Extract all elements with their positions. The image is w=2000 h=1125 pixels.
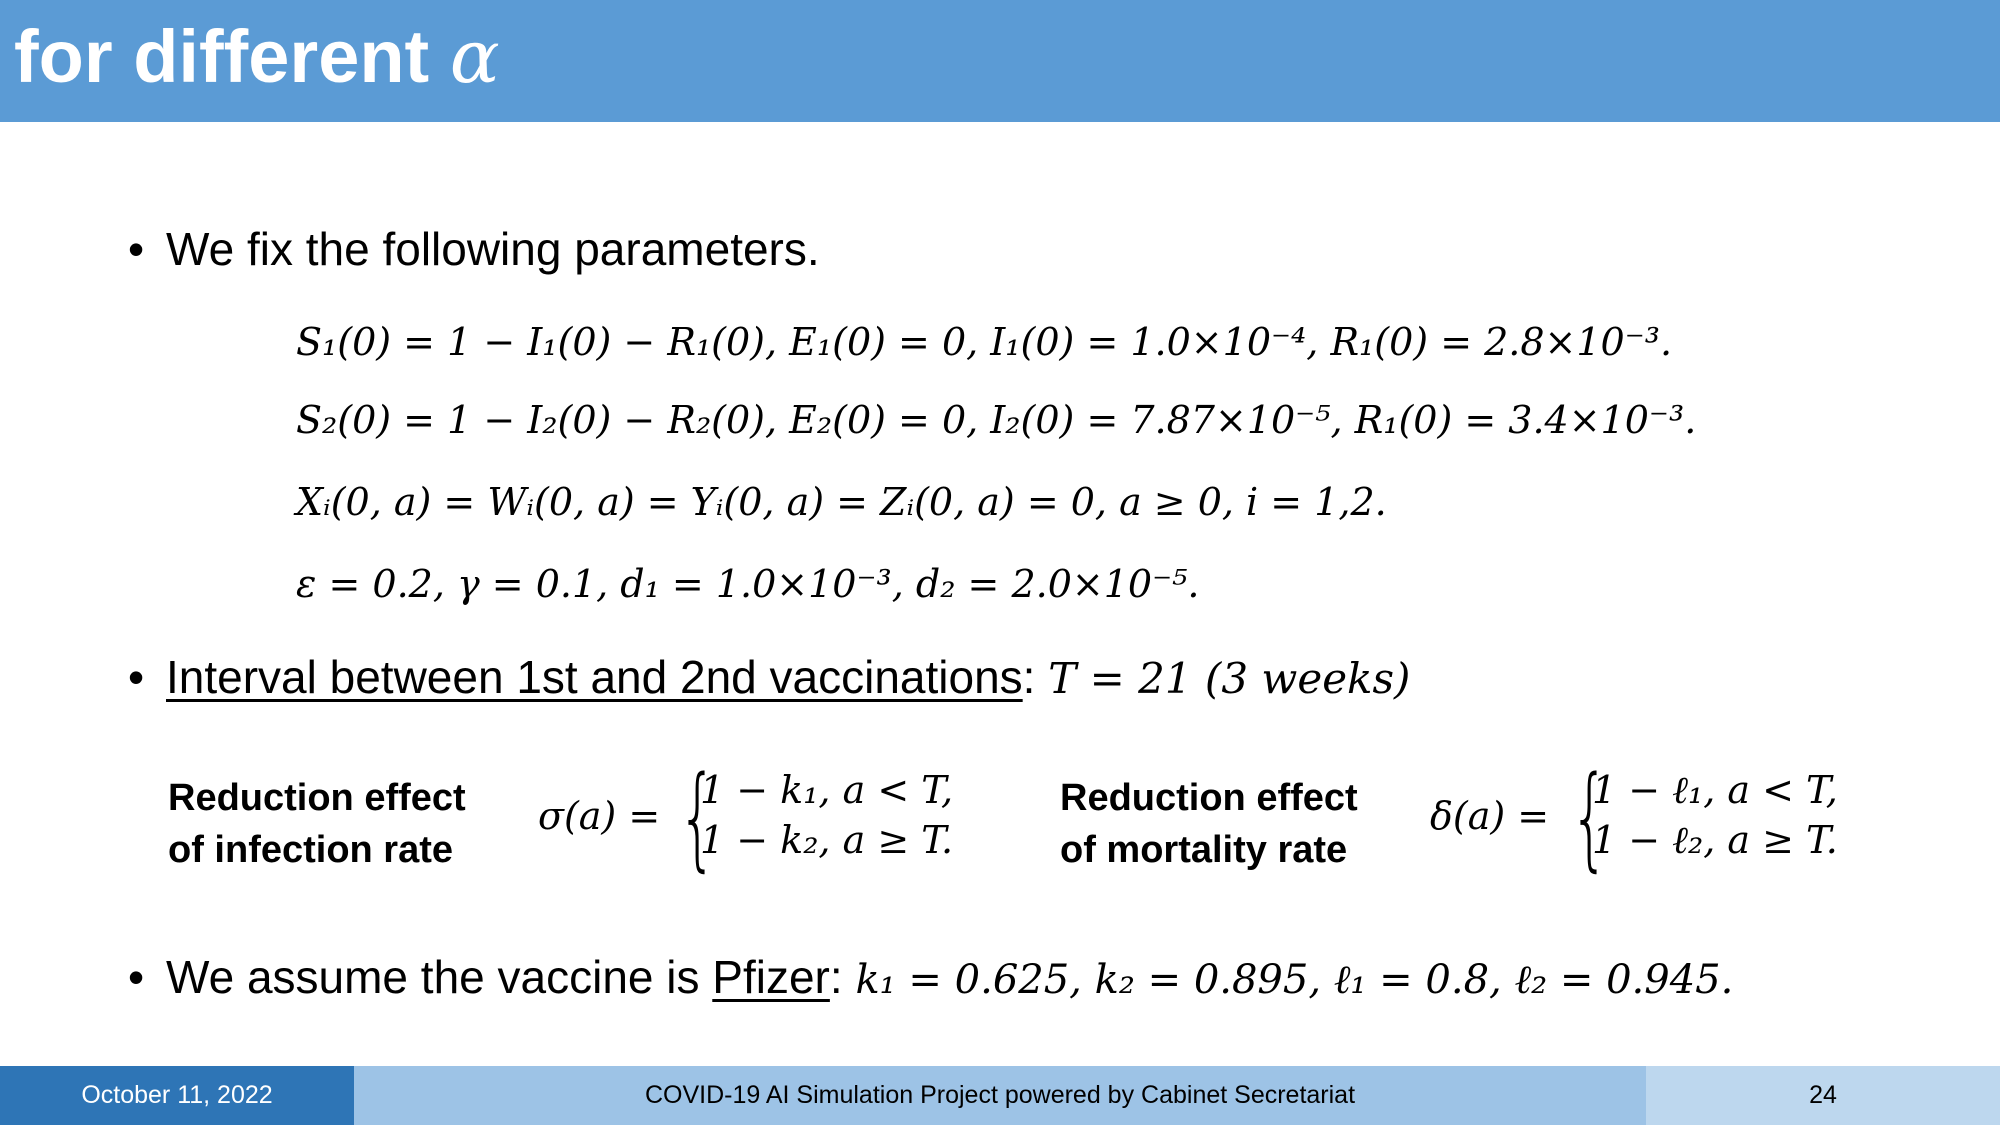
infection-effect-label	[168, 772, 466, 876]
left-brace: {	[678, 753, 718, 883]
footer-page-number: 24	[1646, 1066, 2000, 1125]
vaccine-parameters: k₁ = 0.625, k₂ = 0.895, ℓ₁ = 0.8, ℓ₂ = 0.945.	[855, 957, 1734, 1003]
mortality-label-line2: of mortality rate	[1060, 829, 1348, 871]
interval-formula: T = 21 (3 weeks)	[1048, 654, 1411, 703]
slide-header	[0, 0, 2000, 122]
infection-piecewise-function	[538, 753, 998, 883]
interval-colon: :	[1022, 651, 1036, 703]
mortality-piecewise-function	[1430, 753, 1910, 883]
infection-label-line2: of infection rate	[168, 829, 454, 871]
sigma-case-1: 1 − k₁, a < T,	[700, 768, 954, 812]
sigma-case-2: 1 − k₂, a ≥ T.	[700, 818, 954, 862]
vaccine-name: Pfizer	[712, 951, 830, 1003]
bullet-text	[166, 950, 1733, 1004]
footer-date: October 11, 2022	[0, 1066, 354, 1125]
vaccine-text: We assume the vaccine is	[166, 951, 713, 1003]
slide-title	[14, 14, 500, 100]
bullet-dot: •	[128, 651, 145, 703]
title-alpha-symbol: α	[449, 14, 500, 100]
bullet-dot: •	[128, 223, 145, 275]
equation-initial-region1: S₁(0) = 1 − I₁(0) − R₁(0), E₁(0) = 0, I₁(0) = 1.0×10⁻⁴, R₁(0) = 2.8×10⁻³.	[296, 320, 1673, 364]
slide-footer	[0, 1066, 2000, 1125]
title-text: for different	[14, 15, 430, 98]
infection-label-line1: Reduction effect	[168, 777, 466, 819]
equation-initial-age-structured: Xᵢ(0, a) = Wᵢ(0, a) = Yᵢ(0, a) = Zᵢ(0, a) = 0, a ≥ 0, i = 1,2.	[296, 480, 1387, 524]
vaccine-colon: :	[829, 951, 843, 1003]
bullet-dot: •	[128, 951, 145, 1003]
left-brace: {	[1570, 753, 1610, 883]
delta-case-2: 1 − ℓ₂, a ≥ T.	[1592, 818, 1838, 862]
footer-project: COVID-19 AI Simulation Project powered by Cabinet Secretariat	[354, 1066, 1646, 1125]
equation-initial-region2: S₂(0) = 1 − I₂(0) − R₂(0), E₂(0) = 0, I₂(0) = 7.87×10⁻⁵, R₁(0) = 3.4×10⁻³.	[296, 398, 1697, 442]
delta-case-1: 1 − ℓ₁, a < T,	[1592, 768, 1838, 812]
sigma-lhs: σ(a) =	[538, 794, 661, 838]
mortality-effect-label	[1060, 772, 1358, 876]
equation-rates: ε = 0.2, γ = 0.1, d₁ = 1.0×10⁻³, d₂ = 2.0×10⁻⁵.	[296, 562, 1200, 606]
bullet-text	[166, 650, 1410, 704]
delta-lhs: δ(a) =	[1430, 794, 1550, 838]
bullet-text: We fix the following parameters.	[166, 223, 820, 275]
interval-label: Interval between 1st and 2nd vaccinations	[166, 651, 1023, 703]
mortality-label-line1: Reduction effect	[1060, 777, 1358, 819]
